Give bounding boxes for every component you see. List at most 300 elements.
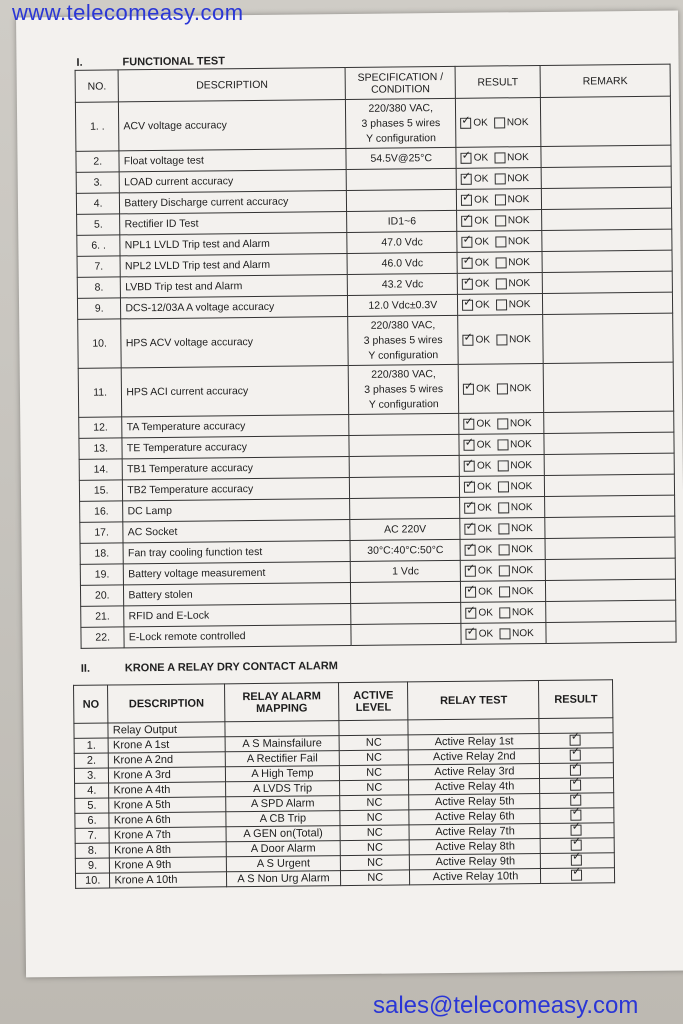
spec-line: 47.0 Vdc [381, 235, 423, 249]
ok-label: OK [475, 334, 491, 346]
row-number: 3. [76, 172, 120, 193]
ok-checkbox[interactable] [463, 418, 474, 429]
result-checkbox[interactable] [570, 780, 581, 791]
row-number: 1. [74, 738, 109, 753]
row-number: 17. [80, 522, 124, 543]
row-relay-test: Active Relay 2nd [409, 749, 540, 765]
nok-checkbox[interactable] [494, 117, 505, 128]
row-description: Krone A 5th [109, 797, 226, 813]
col-no: NO. [75, 70, 119, 102]
nok-label: NOK [508, 298, 531, 311]
row-result [459, 412, 544, 434]
row-remark [544, 495, 674, 517]
row-number: 12. [79, 417, 123, 438]
row-number: 8. [77, 277, 121, 298]
row-number: 22. [81, 627, 125, 648]
row-description: HPS ACV voltage accuracy [121, 317, 348, 368]
relay-alarm-table [73, 679, 615, 889]
nok-label: NOK [507, 151, 529, 164]
row-active-level: NC [340, 870, 410, 886]
row-relay-test: Active Relay 9th [410, 854, 541, 870]
spec-line: 43.2 Vdc [381, 277, 424, 291]
spec-line: ID1~6 [387, 214, 417, 228]
row-number: 2. [74, 753, 109, 768]
nok-label: NOK [508, 277, 531, 290]
nok-label: NOK [507, 235, 530, 248]
row-result [456, 167, 541, 189]
row-description: Krone A 10th [110, 872, 227, 888]
nok-checkbox[interactable] [498, 544, 509, 555]
relay-output-subheader: Relay Output [108, 722, 225, 738]
row-number: 1. . [75, 102, 119, 151]
row-number: 9. [75, 858, 110, 873]
row-active-level: NC [340, 810, 410, 826]
row-result [458, 314, 543, 364]
row-specification [346, 168, 456, 190]
row-result [457, 251, 542, 273]
row-description: AC Socket [123, 519, 350, 542]
nok-checkbox[interactable] [498, 502, 509, 513]
ok-label: OK [474, 194, 489, 206]
ok-checkbox[interactable] [465, 607, 476, 618]
row-result [456, 97, 541, 147]
row-specification [347, 189, 457, 211]
row-description: TB2 Temperature accuracy [123, 477, 350, 500]
row-description: ACV voltage accuracy [119, 100, 346, 151]
row-specification [347, 252, 457, 274]
nok-checkbox[interactable] [495, 215, 506, 226]
nok-checkbox[interactable] [498, 565, 509, 576]
row-number: 13. [79, 438, 123, 459]
row-result [460, 559, 545, 581]
row-specification [349, 413, 459, 435]
row-specification [351, 602, 461, 624]
row-specification [351, 623, 461, 645]
row-number: 10. [75, 873, 110, 888]
spec-line: AC 220V [384, 522, 427, 536]
ok-checkbox[interactable] [464, 439, 475, 450]
row-result [459, 433, 544, 455]
nok-checkbox[interactable] [496, 334, 507, 345]
nok-checkbox[interactable] [498, 481, 509, 492]
row-mapping: A CB Trip [226, 811, 340, 827]
row-remark [540, 96, 671, 146]
row-number: 18. [80, 543, 124, 564]
row-specification [351, 581, 461, 603]
row-number: 6. . [77, 235, 121, 256]
row-result [458, 293, 543, 315]
nok-label: NOK [506, 116, 529, 129]
row-result [456, 146, 541, 168]
row-remark [544, 411, 674, 433]
row-specification [348, 364, 458, 414]
ok-label: OK [476, 418, 491, 430]
row-relay-test: Active Relay 4th [409, 779, 540, 795]
row-number: 8. [75, 843, 110, 858]
nok-checkbox[interactable] [495, 257, 506, 268]
row-number: 9. [77, 298, 121, 319]
row-description: NPL1 LVLD Trip test and Alarm [120, 233, 347, 256]
spec-line: 46.0 Vdc [381, 256, 424, 270]
nok-label: NOK [509, 333, 531, 346]
ok-checkbox[interactable] [465, 586, 476, 597]
nok-checkbox[interactable] [496, 299, 507, 310]
row-number: 14. [79, 459, 123, 480]
nok-label: NOK [507, 214, 530, 227]
col-mapping: RELAY ALARM MAPPING [225, 683, 339, 722]
row-specification [350, 539, 460, 561]
row-result [461, 622, 546, 644]
ok-checkbox[interactable] [461, 215, 472, 226]
row-remark [541, 166, 671, 188]
row-remark [542, 250, 672, 272]
row-specification [347, 273, 457, 295]
row-result [457, 188, 542, 210]
row-number: 4. [75, 783, 110, 798]
nok-checkbox[interactable] [497, 439, 508, 450]
result-checkbox[interactable] [570, 735, 581, 746]
row-relay-test: Active Relay 1st [409, 734, 540, 750]
nok-label: NOK [510, 522, 533, 535]
row-specification [349, 434, 459, 456]
ok-label: OK [477, 544, 493, 556]
table-row [75, 96, 670, 151]
ok-checkbox[interactable] [466, 628, 477, 639]
row-mapping: A S Mainsfailure [225, 736, 339, 752]
row-description: DCS-12/03A A voltage accuracy [121, 296, 348, 319]
row-specification [347, 210, 457, 232]
row-description: RFID and E-Lock [124, 603, 351, 626]
row-number: 4. [76, 193, 120, 214]
row-active-level: NC [339, 735, 409, 751]
row-remark [545, 558, 675, 580]
row-mapping: A S Urgent [226, 856, 340, 872]
spec-line: 12.0 Vdc±0.3V [368, 298, 438, 312]
row-result [459, 454, 544, 476]
watermark-top: www.telecomeasy.com [12, 0, 244, 25]
row-active-level: NC [340, 855, 410, 871]
nok-label: NOK [508, 256, 530, 269]
row-mapping: A GEN on(Total) [226, 826, 340, 842]
row-mapping: A Rectifier Fail [225, 751, 339, 767]
row-result [541, 868, 615, 884]
nok-label: NOK [510, 480, 533, 493]
row-remark [542, 229, 672, 251]
row-number: 3. [74, 768, 109, 783]
nok-label: NOK [511, 543, 533, 556]
watermark-bottom: sales@telecomeasy.com [373, 992, 639, 1019]
ok-label: OK [474, 236, 490, 248]
row-specification [346, 147, 456, 169]
row-remark [541, 187, 671, 209]
row-specification [348, 294, 458, 316]
row-number: 11. [78, 368, 122, 417]
ok-label: OK [476, 460, 492, 472]
row-description: Krone A 6th [109, 812, 226, 828]
row-result [460, 517, 545, 539]
result-checkbox[interactable] [571, 870, 582, 881]
ok-checkbox[interactable] [461, 173, 472, 184]
nok-label: NOK [509, 382, 532, 395]
row-number: 7. [75, 828, 110, 843]
row-description: Fan tray cooling function test [123, 540, 350, 563]
ok-checkbox[interactable] [462, 236, 473, 247]
row-specification [350, 560, 460, 582]
ok-checkbox[interactable] [465, 523, 476, 534]
ok-label: OK [473, 173, 489, 185]
nok-checkbox[interactable] [497, 418, 508, 429]
row-active-level: NC [340, 825, 410, 841]
spec-line: 220/380 VAC, [368, 101, 434, 115]
result-checkbox[interactable] [570, 750, 581, 761]
row-relay-test: Active Relay 3rd [409, 764, 540, 780]
result-checkbox[interactable] [571, 855, 582, 866]
row-number: 2. [76, 151, 120, 172]
ok-label: OK [474, 257, 490, 269]
nok-label: NOK [507, 193, 530, 206]
row-result [461, 601, 546, 623]
nok-checkbox[interactable] [497, 383, 508, 394]
result-checkbox[interactable] [570, 765, 581, 776]
row-relay-test: Active Relay 6th [409, 809, 540, 825]
row-active-level: NC [340, 795, 410, 811]
spec-line: 3 phases 5 wires [363, 333, 443, 347]
row-result [458, 363, 543, 413]
row-description: Krone A 4th [109, 782, 226, 798]
row-number: 16. [80, 501, 124, 522]
row-description: Krone A 8th [110, 842, 227, 858]
row-description: Krone A 3rd [109, 767, 226, 783]
section2-number: II. [80, 662, 91, 675]
row-description: Krone A 9th [110, 857, 227, 873]
col-active-level: ACTIVE LEVEL [338, 682, 408, 721]
row-remark [544, 432, 674, 454]
nok-label: NOK [511, 564, 534, 577]
row-description: LVBD Trip test and Alarm [121, 275, 348, 298]
row-remark [544, 453, 674, 475]
spec-line: 3 phases 5 wires [361, 116, 441, 130]
row-mapping: A SPD Alarm [226, 796, 340, 812]
row-remark [544, 474, 674, 496]
row-result [460, 538, 545, 560]
spec-line: 1 Vdc [392, 564, 420, 578]
ok-label: OK [478, 607, 493, 619]
col-no: NO [74, 685, 109, 723]
col-description: DESCRIPTION [118, 68, 345, 102]
ok-label: OK [476, 439, 492, 451]
nok-label: NOK [509, 417, 532, 430]
test-report-sheet [16, 11, 683, 978]
row-number: 19. [80, 564, 124, 585]
row-remark [545, 516, 675, 538]
row-result [461, 580, 546, 602]
row-number: 5. [77, 214, 121, 235]
table-row [78, 362, 673, 417]
row-remark [541, 208, 671, 230]
ok-label: OK [474, 278, 490, 290]
ok-checkbox[interactable] [464, 460, 475, 471]
nok-checkbox[interactable] [499, 607, 510, 618]
table-row [78, 313, 673, 368]
row-result [457, 272, 542, 294]
ok-checkbox[interactable] [463, 383, 474, 394]
ok-label: OK [473, 152, 489, 164]
spec-line: Y configuration [366, 131, 437, 145]
row-relay-test: Active Relay 10th [410, 869, 541, 885]
row-specification [349, 455, 459, 477]
row-remark [542, 292, 672, 314]
row-active-level: NC [339, 750, 409, 766]
nok-checkbox[interactable] [497, 460, 508, 471]
nok-label: NOK [507, 172, 530, 185]
spec-line: 30°C:40°C:50°C [367, 543, 444, 557]
row-description: Rectifier ID Test [120, 212, 347, 235]
row-mapping: A High Temp [225, 766, 339, 782]
row-description: HPS ACI current accuracy [122, 366, 349, 417]
col-description: DESCRIPTION [108, 684, 225, 723]
nok-label: NOK [511, 606, 534, 619]
ok-checkbox[interactable] [465, 544, 476, 555]
row-description: TB1 Temperature accuracy [123, 456, 350, 479]
row-result [457, 230, 542, 252]
nok-checkbox[interactable] [499, 586, 510, 597]
row-active-level: NC [340, 840, 410, 856]
ok-label: OK [477, 565, 493, 577]
functional-test-table [75, 64, 677, 649]
spec-line: 3 phases 5 wires [364, 382, 444, 396]
nok-checkbox[interactable] [499, 628, 510, 639]
row-result [457, 209, 542, 231]
row-description: Battery Discharge current accuracy [120, 191, 347, 214]
row-description: Float voltage test [119, 149, 346, 172]
row-description: TA Temperature accuracy [122, 415, 349, 438]
nok-label: NOK [510, 501, 533, 514]
ok-label: OK [477, 523, 493, 535]
row-specification [348, 315, 458, 365]
row-mapping: A S Non Urg Alarm [227, 871, 341, 887]
ok-checkbox[interactable] [461, 152, 472, 163]
nok-checkbox[interactable] [494, 152, 505, 163]
col-remark: REMARK [540, 64, 670, 97]
row-description: LOAD current accuracy [120, 170, 347, 193]
ok-checkbox[interactable] [462, 299, 473, 310]
nok-label: NOK [510, 459, 533, 472]
spec-line: Y configuration [368, 397, 439, 411]
ok-label: OK [478, 586, 493, 598]
row-description: NPL2 LVLD Trip test and Alarm [120, 254, 347, 277]
row-remark [541, 145, 671, 167]
row-mapping: A Door Alarm [226, 841, 340, 857]
col-result: RESULT [539, 680, 613, 719]
spec-line: Y configuration [368, 348, 439, 362]
row-description: Battery voltage measurement [124, 561, 351, 584]
row-number: 6. [75, 813, 110, 828]
ok-checkbox[interactable] [462, 257, 473, 268]
row-result [460, 475, 545, 497]
row-relay-test: Active Relay 5th [409, 794, 540, 810]
ok-label: OK [476, 383, 491, 395]
row-remark [543, 313, 674, 363]
row-description: Krone A 7th [109, 827, 226, 843]
section1-number: I. [76, 56, 83, 69]
ok-label: OK [478, 628, 494, 640]
ok-checkbox[interactable] [461, 194, 472, 205]
ok-label: OK [477, 481, 492, 493]
row-remark [546, 621, 676, 643]
row-specification [350, 518, 460, 540]
row-specification [346, 98, 456, 148]
row-number: 5. [75, 798, 110, 813]
nok-checkbox[interactable] [498, 523, 509, 534]
row-specification [350, 497, 460, 519]
nok-label: NOK [511, 585, 534, 598]
row-remark [545, 537, 675, 559]
nok-checkbox[interactable] [495, 194, 506, 205]
result-checkbox[interactable] [570, 795, 581, 806]
row-specification [350, 476, 460, 498]
result-checkbox[interactable] [571, 840, 582, 851]
section2-title: KRONE A RELAY DRY CONTACT ALARM [124, 660, 338, 675]
row-active-level: NC [339, 780, 409, 796]
row-specification [347, 231, 457, 253]
row-remark [543, 362, 674, 412]
row-mapping: A LVDS Trip [226, 781, 340, 797]
row-number: 21. [81, 606, 125, 627]
col-relay-test: RELAY TEST [408, 681, 539, 720]
row-active-level: NC [339, 765, 409, 781]
nok-label: NOK [510, 438, 532, 451]
ok-checkbox[interactable] [462, 278, 473, 289]
nok-checkbox[interactable] [495, 236, 506, 247]
row-description: TE Temperature accuracy [122, 436, 349, 459]
ok-checkbox[interactable] [464, 481, 475, 492]
row-number: 20. [80, 585, 124, 606]
row-remark [542, 271, 672, 293]
ok-checkbox[interactable] [464, 502, 475, 513]
col-result: RESULT [455, 65, 540, 98]
row-number: 7. [77, 256, 121, 277]
section1-title: FUNCTIONAL TEST [122, 55, 226, 69]
nok-label: NOK [512, 627, 534, 640]
row-remark [546, 600, 676, 622]
spec-line: 220/380 VAC, [370, 318, 436, 332]
row-description: Battery stolen [124, 582, 351, 605]
col-specification: SPECIFICATION / CONDITION [345, 66, 455, 99]
row-number: 10. [78, 319, 122, 368]
row-number: 15. [79, 480, 123, 501]
result-checkbox[interactable] [571, 825, 582, 836]
ok-checkbox[interactable] [465, 565, 476, 576]
row-description: DC Lamp [123, 498, 350, 521]
spec-line: 220/380 VAC, [371, 367, 436, 381]
nok-checkbox[interactable] [494, 173, 505, 184]
ok-label: OK [477, 502, 492, 514]
ok-label: OK [475, 299, 490, 311]
result-checkbox[interactable] [571, 810, 582, 821]
ok-checkbox[interactable] [460, 117, 471, 128]
row-result [460, 496, 545, 518]
nok-checkbox[interactable] [495, 278, 506, 289]
row-description: E-Lock remote controlled [124, 624, 351, 647]
ok-checkbox[interactable] [463, 334, 474, 345]
row-description: Krone A 2nd [109, 752, 226, 768]
ok-label: OK [473, 117, 488, 129]
row-remark [545, 579, 675, 601]
row-relay-test: Active Relay 7th [409, 824, 540, 840]
spec-line: 54.5V@25°C [370, 151, 433, 165]
row-description: Krone A 1st [108, 737, 225, 753]
row-relay-test: Active Relay 8th [410, 839, 541, 855]
